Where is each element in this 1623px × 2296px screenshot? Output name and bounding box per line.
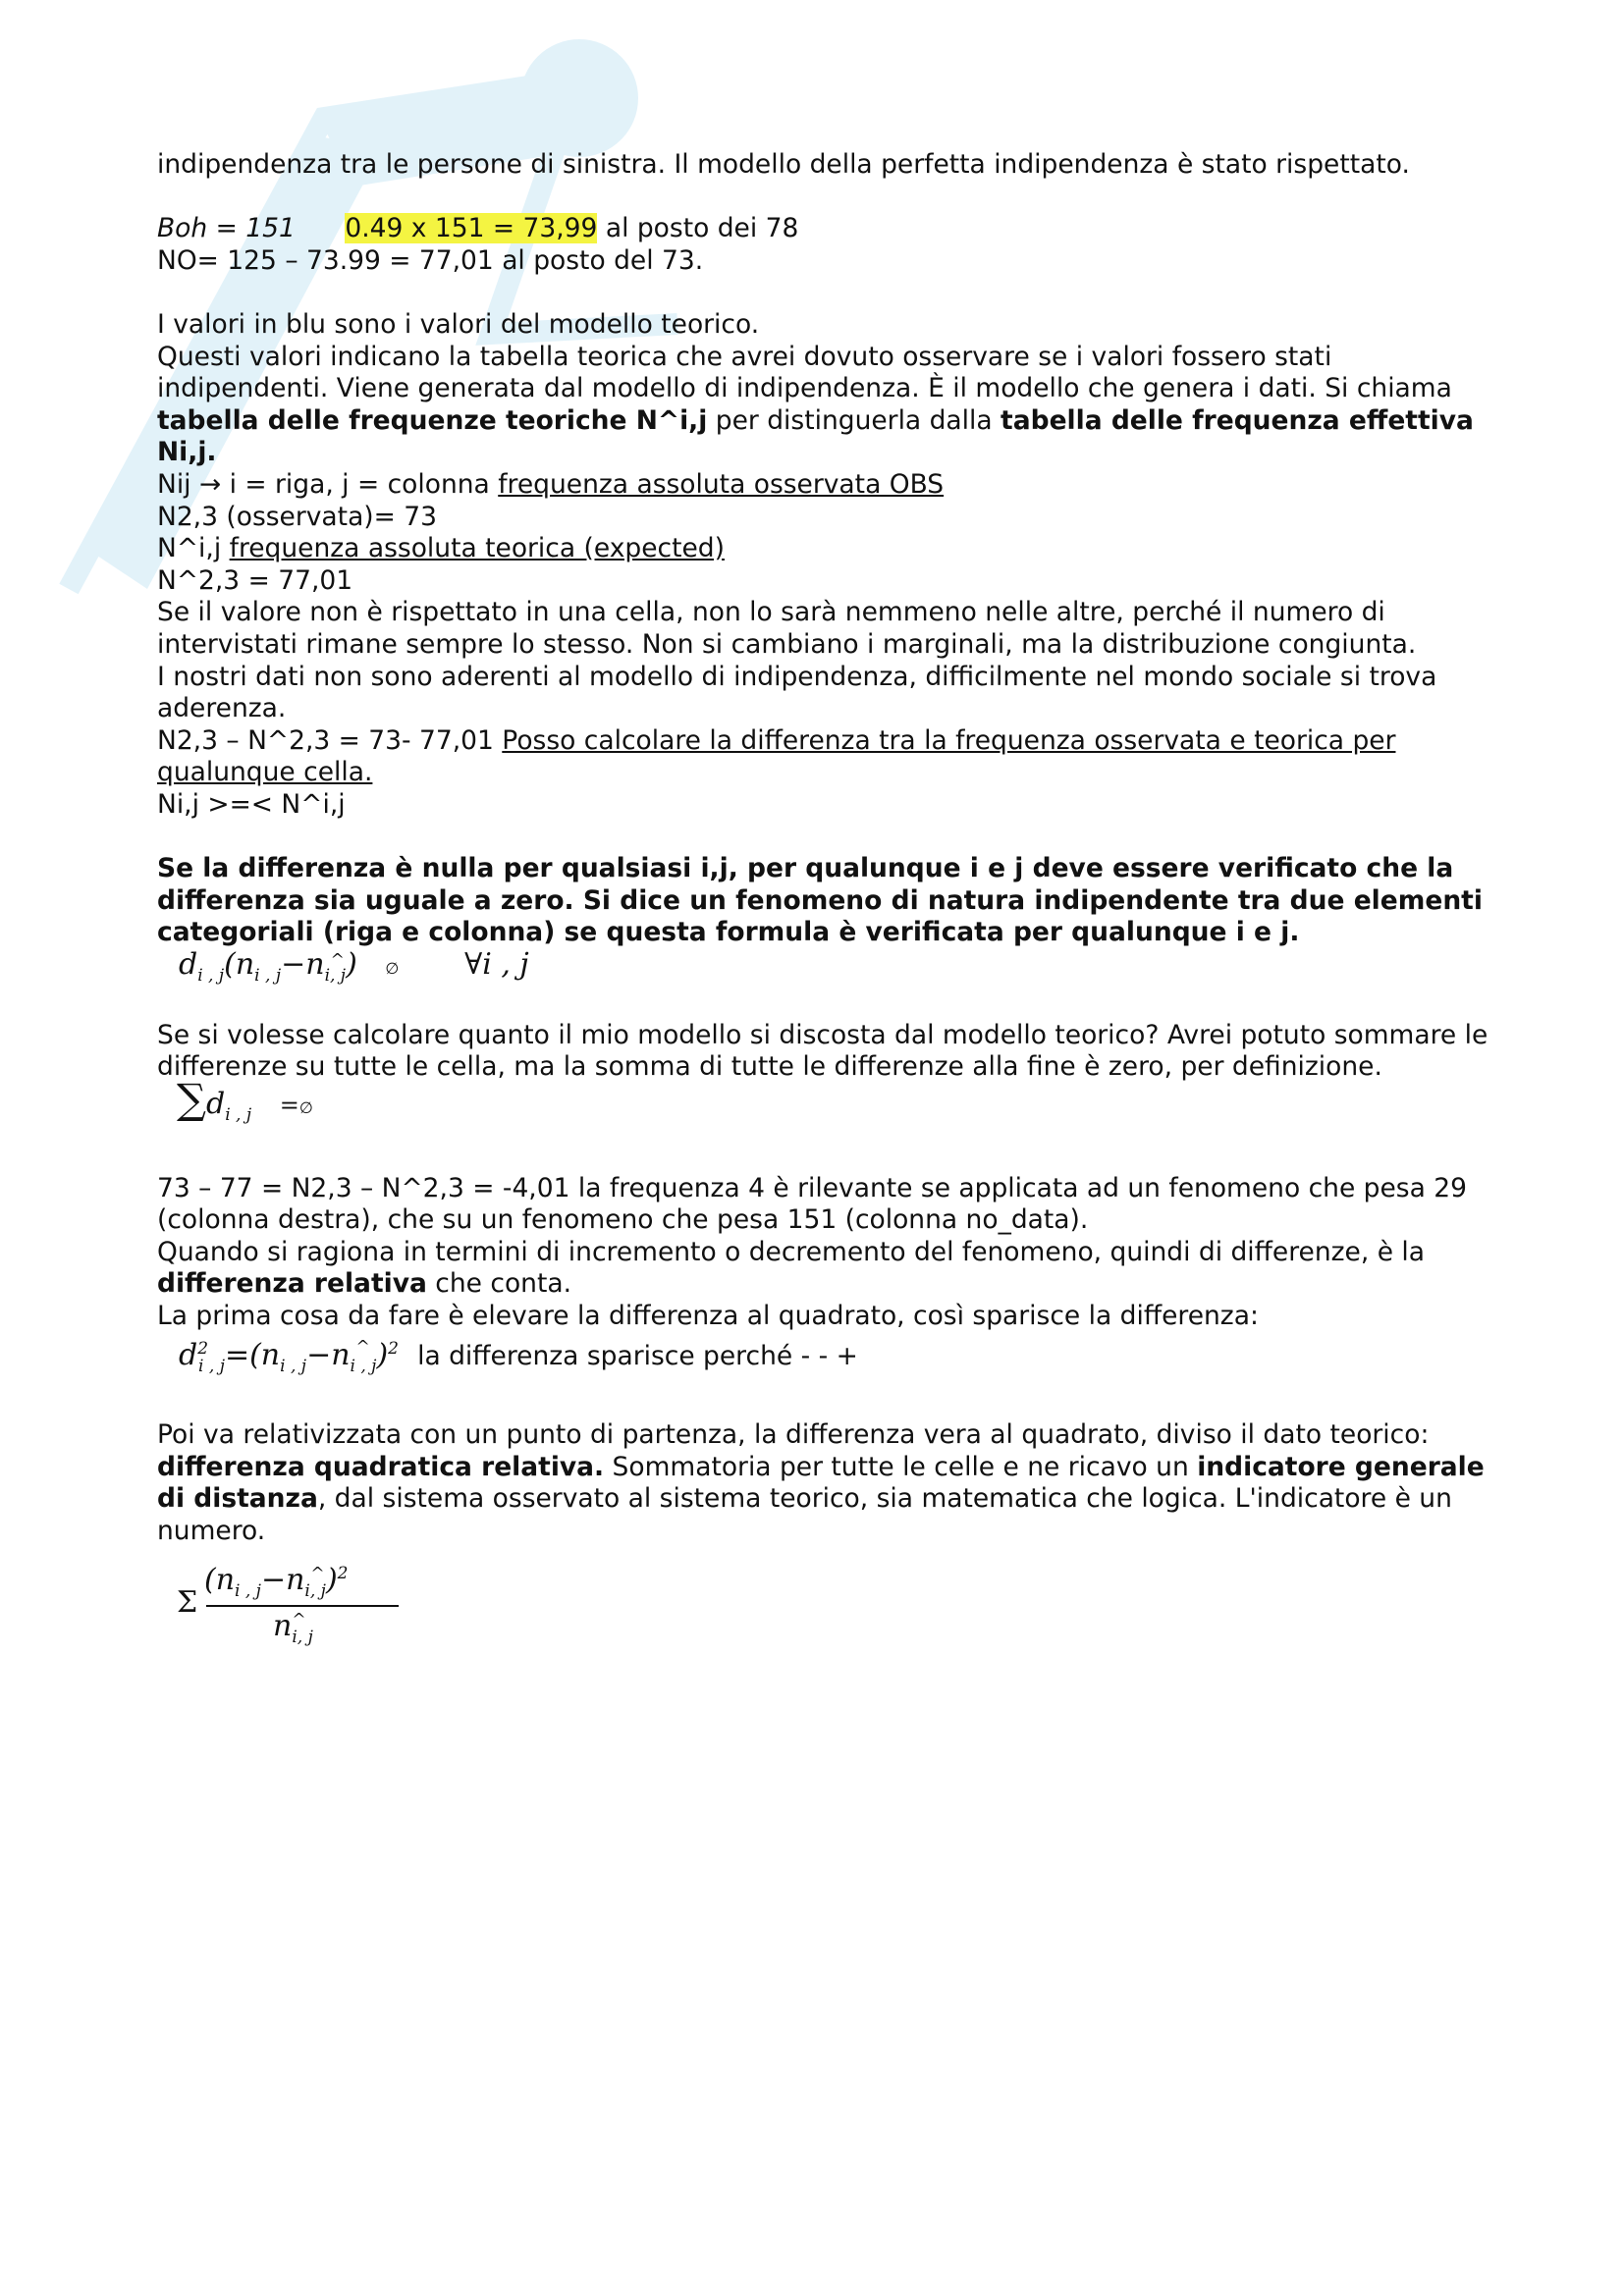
paragraph: [157, 533, 1492, 565]
boh-label: Boh = 151: [157, 213, 296, 244]
bold-paragraph: Se la differenza è nulla per qualsiasi i,j, per qualunque i e j deve essere verificato che la differenza sia uguale a zero. Si dice un fenomeno di natura indipendente tra due elementi categoriali (riga e colonna) se questa formula è verificata per qualunque i e j.: [157, 853, 1483, 948]
underlined-text: Posso calcolare la differenza tra la frequenza osservata e teorica per qualunque cella.: [157, 724, 1396, 788]
text-span: N2,3 – N^2,3 = 73- 77,01: [157, 724, 503, 756]
paragraph: [157, 725, 1492, 789]
bold-term: differenza relativa: [157, 1268, 427, 1300]
paragraph: indipendenza tra le persone di sinistra. Il modello della perfetta indipendenza è stato rispettato.: [157, 149, 1410, 180]
bold-term: tabella delle frequenze teoriche N^i,j: [157, 404, 708, 436]
paragraph: Ni,j >=< N^i,j: [157, 788, 346, 820]
paragraph: [157, 213, 1492, 245]
empty-set-symbol: ∅: [298, 1098, 313, 1118]
paragraph: Se il valore non è rispettato in una cella, non lo sarà nemmeno nelle altre, perché il numero di intervistati rimane sempre lo stesso. Non si cambiano i marginali, ma la distribuzione congiunta.: [157, 597, 1417, 660]
underlined-text: frequenza assoluta teorica (expected): [229, 533, 725, 564]
paragraph: [157, 1237, 1492, 1301]
text-span: Quando si ragiona in termini di incremento o decremento del fenomeno, quindi di differenze, è la: [157, 1236, 1426, 1267]
paragraph: I nostri dati non sono aderenti al modello di indipendenza, difficilmente nel mondo sociale si trova aderenza.: [157, 661, 1437, 724]
text-span: Poi va relativizzata con un punto di partenza, la differenza vera al quadrato, diviso il dato teorico:: [157, 1419, 1430, 1451]
paragraph: Se si volesse calcolare quanto il mio modello si discosta dal modello teorico? Avrei potuto sommare le differenze su tutte le cella, ma la somma di tutte le differenze alla fine è zero, per definizione.: [157, 1019, 1488, 1083]
paragraph: 73 – 77 = N2,3 – N^2,3 = -4,01 la frequenza 4 è rilevante se applicata ad un fenomeno che pesa 29 (colonna destra), che su un fenomeno che pesa 151 (colonna no_data).: [157, 1172, 1467, 1236]
formula-squared-difference: $d^2_{i , j}=(n_{i , j}-n$ $_{\^{} i , j}$)$^2$ la differenza sparisce perché - - +: [179, 1336, 858, 1376]
bold-term: indicatore generale di distanza: [157, 1451, 1485, 1515]
paragraph: N2,3 (osservata)= 73: [157, 501, 437, 532]
empty-set-symbol: ∅: [385, 958, 400, 978]
paragraph: [157, 1419, 1492, 1547]
bold-term: differenza quadratica relativa.: [157, 1451, 605, 1482]
highlighted-calculation: 0.49 x 151 = 73,99: [345, 213, 598, 244]
sum-symbol: ∑: [177, 1075, 206, 1124]
paragraph: [157, 342, 1492, 469]
text-span: Questi valori indicano la tabella teorica che avrei dovuto osservare se i valori fossero stati indipendenti. Viene generata dal modello di indipendenza. È il modello che genera i dati. Si chiama: [157, 341, 1452, 404]
formula-relative-squared-sum: [157, 1558, 1492, 1656]
text-span: Sommatoria per tutte le celle e ne ricavo un: [604, 1451, 1198, 1482]
formula-note: la differenza sparisce perché - - +: [417, 1340, 858, 1371]
sigma-symbol: Σ: [177, 1584, 198, 1620]
formula-sum-differences: $\sum d_{i , j}$ =∅: [177, 1075, 313, 1126]
paragraph: I valori in blu sono i valori del modello teorico.: [157, 308, 760, 340]
underlined-text: frequenza assoluta osservata OBS: [498, 468, 945, 500]
text-span: Nij → i = riga, j = colonna: [157, 468, 499, 500]
fraction-denominator: n $_{\^{} i, j}$: [273, 1608, 313, 1647]
bold-term: tabella delle frequenza effettiva Ni,j.: [157, 404, 1474, 468]
document-body: [157, 149, 1492, 1656]
paragraph: La prima cosa da fare è elevare la differenza al quadrato, così sparisce la differenza:: [157, 1301, 1259, 1331]
forall-symbol: ∀i , j: [464, 946, 529, 982]
formula-difference: $d_{i , j}(n_{i , j}-n$ $_{\^{} i, j}$) ∅ ∀i , j: [179, 946, 529, 986]
paragraph: N^2,3 = 77,01: [157, 564, 353, 596]
paragraph: [157, 469, 1492, 502]
text-span: N^i,j: [157, 533, 230, 564]
text-span: al posto dei 78: [597, 213, 799, 244]
text-span: per distinguerla dalla: [707, 404, 1001, 436]
fraction-numerator: ($n_{i , j}-n$ $_{\^{} i, j}$)$^2$: [204, 1562, 349, 1601]
paragraph: NO= 125 – 73.99 = 77,01 al posto del 73.: [157, 244, 704, 276]
text-span: , dal sistema osservato al sistema teorico, sia matematica che logica. L'indicatore è un numero.: [157, 1483, 1452, 1546]
text-span: che conta.: [426, 1268, 572, 1300]
